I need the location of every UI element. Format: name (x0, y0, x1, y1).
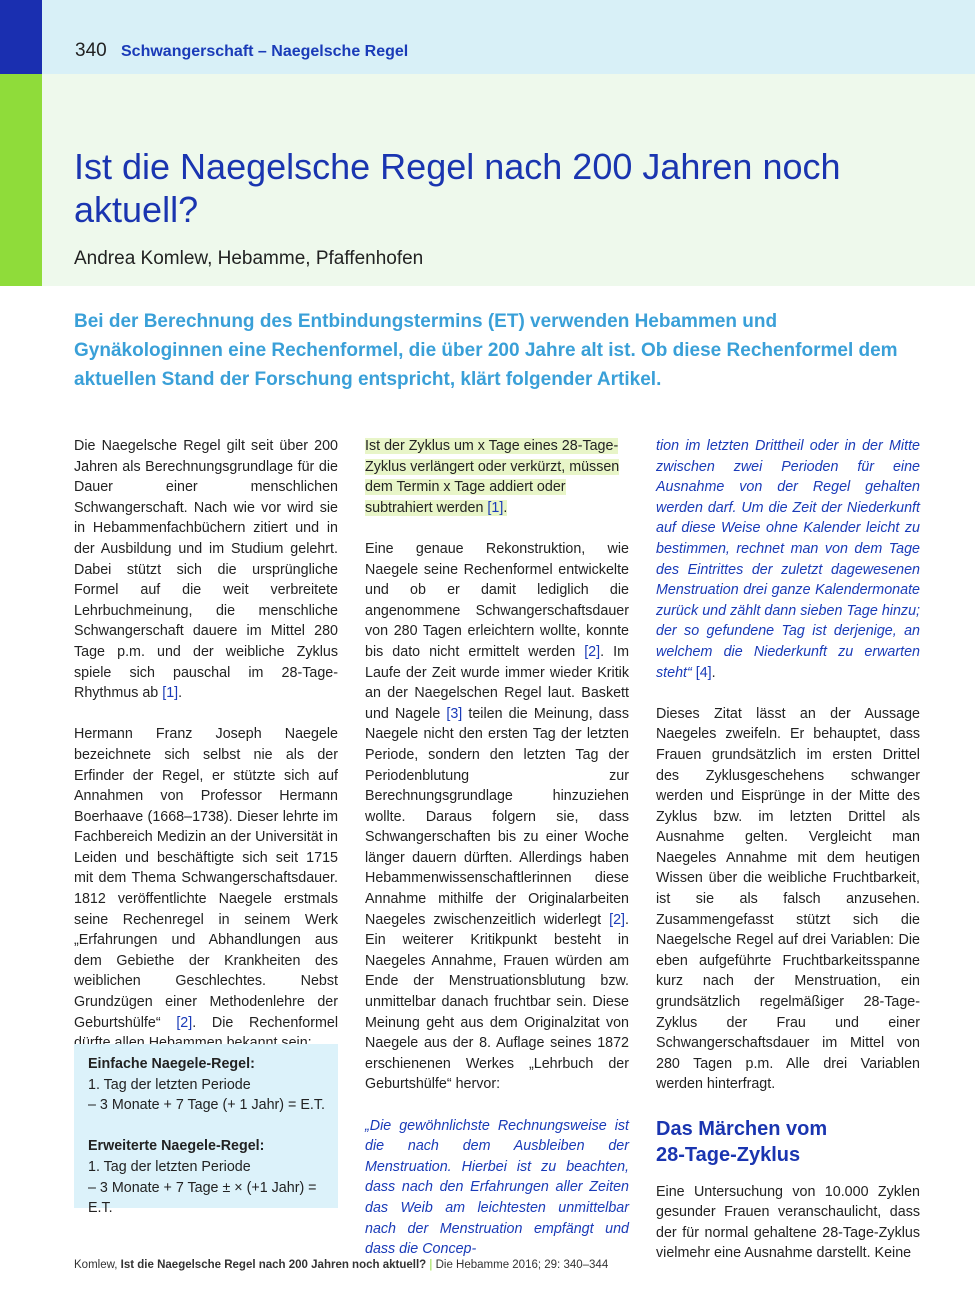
paragraph-text: Die Naegelsche Regel gilt seit über 200 Jahren als Berechnungsgrundlage für die Dauer einer menschlichen Schwangerschaft. Nach wie vor wird sie in Hebammenfachbüchern zitiert und in der Ausbildung und im Studium gelehrt. Dabei stützt sich die ursprüngliche Formel auf die weit verbreitete Lehrbuchmeinung, die menschliche Schwangerschaft dauere im Mittel 280 Tage p.m. und der weibliche Zyklus spiele sich pauschal im 28-Tage-Rhythmus ab (74, 438, 338, 702)
paragraph-text: . Die Rechenformel (192, 1014, 338, 1031)
formula-box (74, 1044, 338, 1217)
header-bar (0, 0, 975, 74)
column-3 (656, 436, 920, 1285)
reference-link[interactable]: [1] (487, 499, 504, 516)
column-2 (365, 436, 629, 1280)
footer-citation (74, 1258, 608, 1272)
paragraph-text: teilen die Meinung, dass Naegele nicht den ersten Tag der letzten Periode, sondern den letzten Tag der Periodenblutung zur Berechnungsgrundlage hinzuziehen wollte. Daraus folgern sie, dass Schwangerschaften bis zu einer Woche länger dauern dürften. Allerdings haben Hebammenwissenschaftlerinnen diese Annahme mithilfe der Originalarbeiten Naegeles zwischenzeitlich widerlegt (365, 705, 629, 928)
page-number: 340 (75, 40, 107, 61)
footer-title: Ist die Naegelsche Regel nach 200 Jahren noch aktuell? (120, 1259, 427, 1271)
box-line: – 3 Monate + 7 Tage (+ 1 Jahr) = E.T. (88, 1097, 325, 1114)
reference-link[interactable]: [1] (162, 685, 179, 702)
reference-link[interactable]: [3] (446, 705, 463, 722)
section-heading (656, 1116, 920, 1168)
quote-text: tion im letzten Drittheil oder in der Mitte zwischen zwei Perioden für eine Ausnahme von der Regel gehalten werden darf. Um die Zeit der Niederkunft auf diese Weise ohne Kalender leicht zu bestimmen, rechnet man von dem Tage des Eintrittes der zuletzt dagewesenen Menstruation drei ganze Kalendermonate zurück und zählt dann sieben Tage hinzu; der so gefundene Tag ist derjenige, an welchem die Niederkunft zu erwarten steht“ (656, 438, 920, 681)
box-heading: Erweiterte Naegele-Regel: (88, 1138, 265, 1155)
paragraph-text: Eine genaue Rekonstruktion, wie Naegele seine Rechenformel entwickelte und ob er damit lediglich die angenommene Schwangerschaftsdauer von 280 Tagen erleichtern wollte, konnte bis dato nicht ermittelt werden (365, 540, 629, 660)
reference-link[interactable]: [2] (609, 911, 626, 928)
paragraph-text: . Ein weiterer Kritikpunkt besteht in Naegeles Annahme, Frauen würden am Ende der Menstruationsblutung bzw. unmittelbar danach fruchtbar sein. Diese Meinung geht aus dem Originalzitat von Naegele aus der 8. Auflage seines 1872 erschienenen Werkes „Lehrbuch der Geburtshülfe“ hervor: (365, 911, 629, 1093)
reference-link[interactable]: [2] (584, 643, 601, 660)
reference-link[interactable]: [4] (695, 664, 712, 681)
reference-link[interactable]: [2] (176, 1014, 193, 1031)
paragraph-text: Hermann Franz Joseph Naegele bezeichnete sich selbst nie als der Erfinder der Regel, er stützte sich auf Annahmen von Professor Hermann Boerhaave (1668–1738). Dieser lehrte im Fachbereich Medizin an der Universität in Leiden und beschäftigte sich seit 1715 mit dem Thema Schwangerschaftsdauer. 1812 veröffentlichte Naegele erstmals seine Rechenregel in seinem Werk „Erfahrungen und Abhandlungen aus dem Gebiethe der Krankheiten des weiblichen Geschlechtes. Nebst Grundzügen einer Methodenlehre der Geburtshülfe“ (74, 726, 338, 1031)
section-heading-line: Das Märchen vom (656, 1117, 828, 1140)
box-line: 1. Tag der letzten Periode (88, 1158, 251, 1175)
quote: „Die gewöhnlichste Rechnungsweise ist die nach dem Ausbleiben der Menstruation. Hierbei ist zu beachten, dass nach den Erfahrungen aller Zeiten das Weib am leichtesten unmittelbar nach der Menstruation empfängt und dass die Concep- (365, 1117, 629, 1258)
header-accent-bar (0, 0, 42, 74)
column-1 (74, 436, 338, 1074)
paragraph: Dieses Zitat lässt an der Aussage Naegeles zweifeln. Er behauptet, dass Frauen grundsätzlich im ersten Drittel des Zyklusgeschehens schwanger werden und Eisprünge in der Mitte des Zyklus bzw. im letzten Drittel als Ausnahme gelten. Vergleicht man Naegeles Annahme mit dem heutigen Wissen über die weibliche Fruchtbarkeit, ist sie als falsch anzusehen. Zusammengefasst stützt sich die Naegelsche Regel auf drei Variablen: Die eben aufgeführte Fruchtbarkeitsspanne kurz nach der Menstruation, ein grundsätzlich regelmäßiger 28-Tage-Zyklus der Frau und einer Schwangerschaftsdauer im Mittel von 280 Tagen p.m. Alle drei Variablen werden hinterfragt. (656, 705, 920, 1093)
footer-separator: | (429, 1259, 433, 1271)
box-heading: Einfache Naegele-Regel: (88, 1056, 255, 1072)
highlighted-paragraph: Ist der Zyklus um x Tage eines 28-Tage-Zyklus verlängert oder verkürzt, müssen dem Termin x Tage addiert oder subtrahiert werden [1]. (365, 438, 620, 516)
paragraph-text: . Im Laufe der Zeit wurde immer wieder Kritik an der Naegelschen Regel laut. Baskett und Nagele (365, 643, 629, 722)
paragraph: Eine Untersuchung von 10.000 Zyklen gesunder Frauen veranschaulicht, dass der für normal gehaltene 28-Tage-Zyklus vielmehr eine Ausnahme darstellt. Keine (656, 1183, 920, 1262)
footer-journal: Die Hebamme 2016; 29: 340–344 (435, 1259, 609, 1271)
paragraph (74, 724, 338, 1054)
box-line: 1. Tag der letzten Periode (88, 1076, 251, 1093)
box-line: – 3 Monate + 7 Tage ± × (+1 Jahr) = E.T. (88, 1179, 317, 1217)
author-line: Andrea Komlew, Hebamme, Pfaffenhofen (74, 248, 424, 269)
abstract: Bei der Berechnung des Entbindungstermins (ET) verwenden Hebammen und Gynäkologinnen eine Rechenformel, die über 200 Jahre alt ist. Ob diese Rechenformel dem aktuellen Stand der Forschung entspricht, klärt folgender Artikel. (74, 311, 898, 390)
article-title: Ist die Naegelsche Regel nach 200 Jahren noch aktuell? (74, 146, 841, 230)
footer-author: Komlew, (74, 1259, 118, 1271)
highlight-text: Ist der Zyklus um x Tage eines 28-Tage-Zyklus verlängert oder verkürzt, müssen dem Termin x Tage addiert oder subtrahiert werden (365, 438, 620, 516)
paragraph: Die Naegelsche Regel gilt seit über 200 Jahren als Berechnungsgrundlage für die Dauer einer menschlichen Schwangerschaft. Nach wie vor wird sie in Hebammenfachbüchern zitiert und in der Ausbildung und im Studium gelehrt. Dabei stützt sich die ursprüngliche Formel auf die weit verbreitete Lehrbuchmeinung, die menschliche Schwangerschaft dauere im Mittel 280 Tage p.m. und der weibliche Zyklus spiele sich pauschal im 28-Tage-Rhythmus ab [1]. (74, 438, 338, 702)
title-accent-bar (0, 74, 42, 286)
paragraph (365, 539, 629, 1095)
section-heading-line: 28-Tage-Zyklus (656, 1143, 801, 1166)
running-head: Schwangerschaft – Naegelsche Regel (121, 43, 409, 60)
quote-continued: tion im letzten Drittheil oder in der Mitte zwischen zwei Perioden für eine Ausnahme von der Regel gehalten werden darf. Um die Zeit der Niederkunft auf diese Weise ohne Kalender leicht zu bestimmen, rechnet man von dem Tage des Eintrittes der zuletzt dagewesenen Menstruation drei ganze Kalendermonate zurück und zählt dann sieben Tage hinzu; der so gefundene Tag ist derjenige, an welchem die Niederkunft zu erwarten steht“ [4]. (656, 438, 920, 681)
